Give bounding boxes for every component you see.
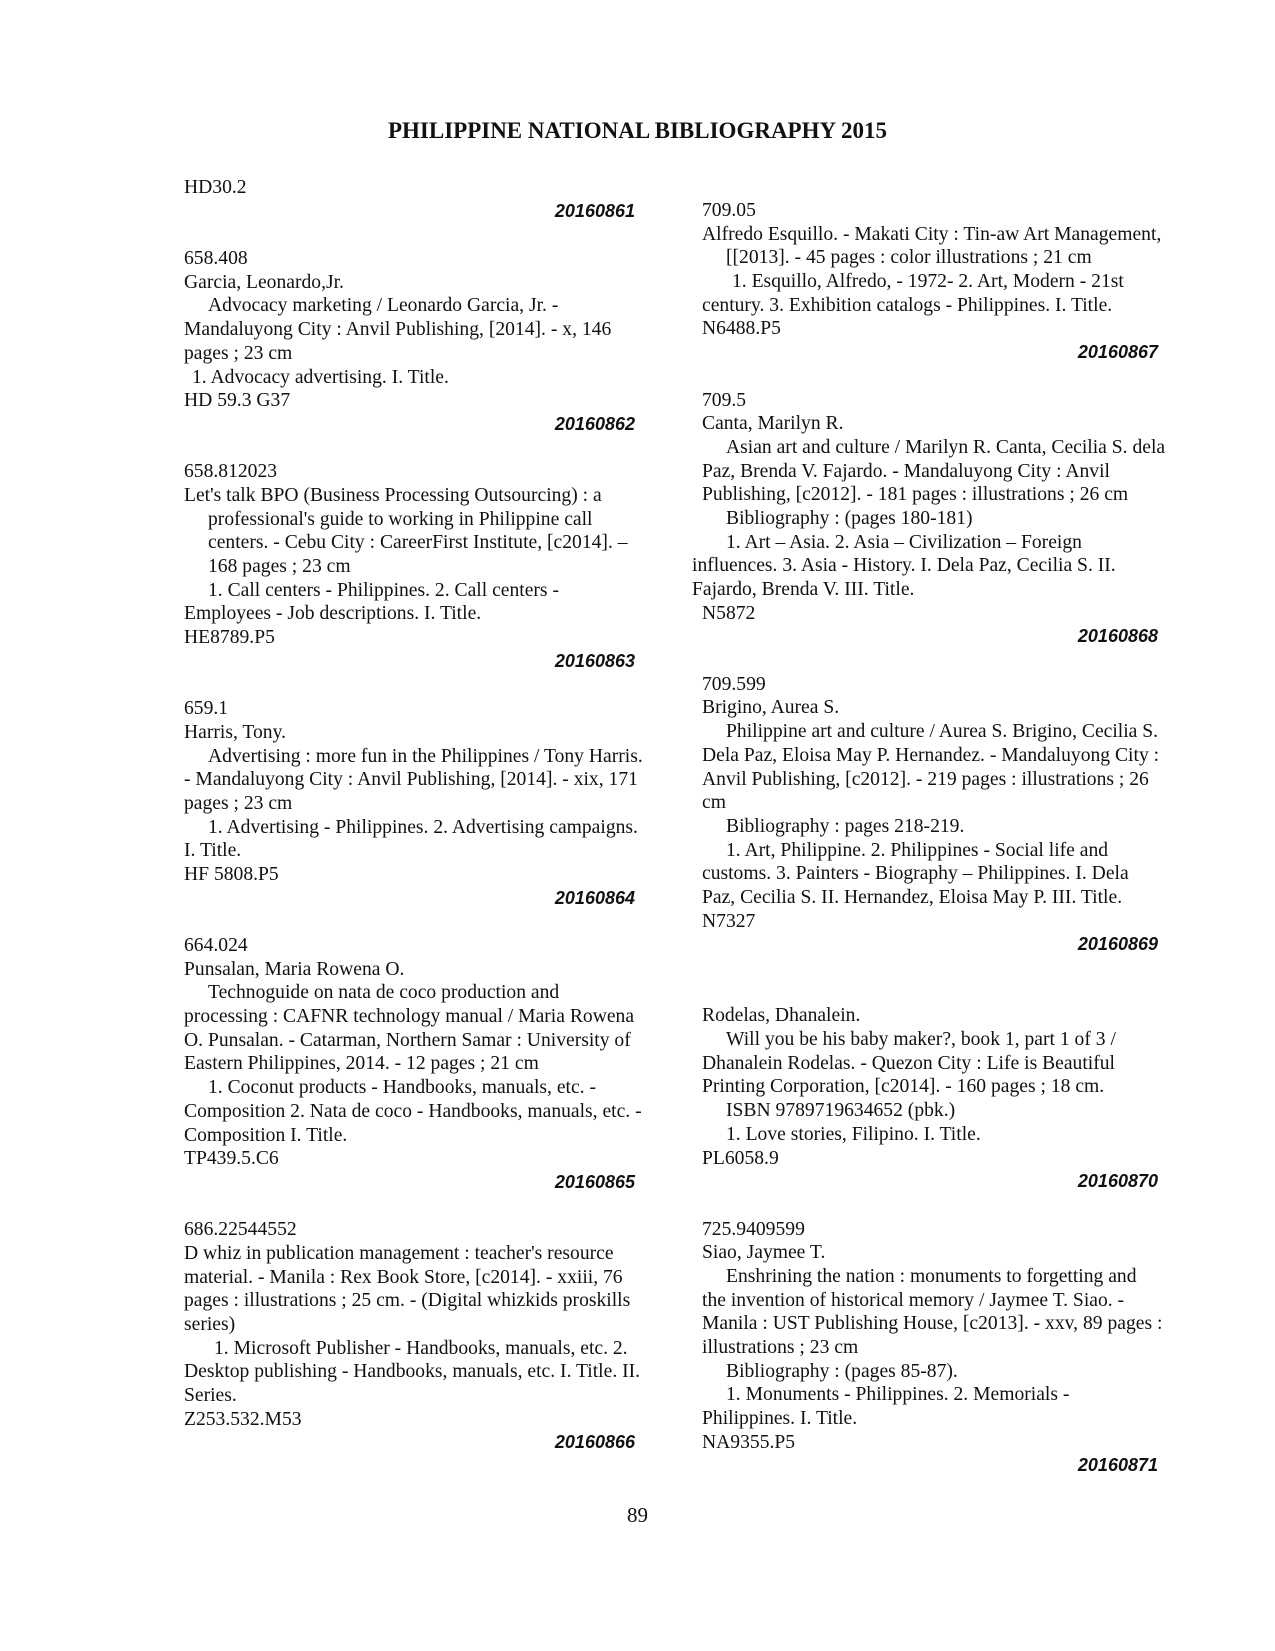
entry-line: series) (184, 1314, 236, 1335)
record-number: 20160862 (554, 413, 635, 434)
call-number: N7327 (702, 910, 756, 932)
classification-number: 659.1 (184, 698, 229, 720)
classification-number: 658.408 (184, 248, 248, 270)
record-number: 20160869 (1077, 934, 1158, 955)
record-number: 20160868 (1077, 626, 1158, 647)
title-line: Philippine art and culture / Aurea S. Brigino, Cecilia S. (726, 721, 1159, 743)
subject-line: 1. Art – Asia. 2. Asia – Civilization – Foreign (726, 531, 1082, 553)
page-title: PHILIPPINE NATIONAL BIBLIOGRAPHY 2015 (387, 118, 888, 143)
subject-line: customs. 3. Painters - Biography – Philippines. I. Dela (702, 863, 1129, 885)
subject-line: 1. Microsoft Publisher - Handbooks, manuals, etc. 2. (214, 1337, 628, 1359)
record-number: 20160864 (554, 887, 635, 908)
subject-line: 1. Advocacy advertising. I. Title. (192, 366, 449, 388)
subject-line: 1. Coconut products - Handbooks, manuals, etc. - (208, 1077, 596, 1099)
record-number: 20160871 (1077, 1455, 1158, 1476)
classification-number: 725.9409599 (702, 1218, 805, 1240)
record-number: 20160865 (554, 1171, 635, 1192)
author: Canta, Marilyn R. (702, 413, 844, 435)
entry-line: Printing Corporation, [c2014]. - 160 pages ; 18 cm. (702, 1076, 1105, 1098)
author: Rodelas, Dhanalein. (702, 1005, 861, 1027)
entry-line: material. - Manila : Rex Book Store, [c2014]. - xxiii, 76 (184, 1266, 623, 1288)
classification-number: 709.05 (702, 200, 756, 221)
subject-line: Paz, Cecilia S. II. Hernandez, Eloisa May P. III. Title. (702, 886, 1123, 908)
call-number: N6488.P5 (702, 318, 781, 340)
title-line: D whiz in publication management : teacher's resource (184, 1242, 614, 1264)
entry-line: Publishing, [c2012]. - 181 pages : illustrations ; 26 cm (702, 484, 1129, 506)
entry-line: professional's guide to working in Philippine call (208, 508, 593, 530)
entry-line: Dhanalein Rodelas. - Quezon City : Life is Beautiful (702, 1052, 1115, 1074)
page-number: 89 (627, 1503, 648, 1527)
subject-line: 1. Advertising - Philippines. 2. Advertising campaigns. (208, 816, 638, 838)
record-number: 20160867 (1077, 342, 1158, 363)
subject-line: influences. 3. Asia - History. I. Dela Paz, Cecilia S. II. (692, 555, 1116, 577)
title-line: Advocacy marketing / Leonardo Garcia, Jr. - (208, 295, 559, 317)
subject-line: Fajardo, Brenda V. III. Title. (692, 579, 915, 600)
subject-line: 1. Esquillo, Alfredo, - 1972- 2. Art, Modern - 21st (732, 271, 1124, 293)
subject-line: I. Title. (184, 840, 242, 862)
author: Punsalan, Maria Rowena O. (184, 958, 405, 980)
classification-number: 658.812023 (184, 461, 278, 483)
entry-line: cm (702, 792, 726, 814)
subject-line: Series. (184, 1385, 237, 1407)
classification-number: 686.22544552 (184, 1219, 297, 1241)
bibliography-note: Bibliography : (pages 85-87). (726, 1360, 958, 1382)
entry-line: [[2013]. - 45 pages : color illustrations ; 21 cm (726, 247, 1092, 269)
entry-line: pages ; 23 cm (184, 342, 293, 364)
call-number: HE8789.P5 (184, 627, 275, 649)
author: Siao, Jaymee T. (702, 1242, 826, 1264)
entry-line: the invention of historical memory / Jaymee T. Siao. - (702, 1289, 1125, 1311)
left-column (184, 176, 643, 1455)
classification-number: 664.024 (184, 935, 248, 956)
record-number: 20160861 (554, 200, 635, 221)
call-number: TP439.5.C6 (184, 1148, 279, 1170)
entry-line: Eastern Philippines, 2014. - 12 pages ; 21 cm (184, 1053, 539, 1075)
subject-line: 1. Call centers - Philippines. 2. Call centers - (208, 579, 559, 601)
record-number: 20160863 (554, 650, 635, 671)
call-number: HD 59.3 G37 (184, 390, 291, 412)
entry-line: Mandaluyong City : Anvil Publishing, [2014]. - x, 146 (184, 319, 612, 341)
entry-line: Paz, Brenda V. Fajardo. - Mandaluyong City : Anvil (702, 460, 1110, 482)
subject-line: 1. Art, Philippine. 2. Philippines - Social life and (726, 839, 1109, 861)
isbn-note: ISBN 9789719634652 (pbk.) (726, 1100, 956, 1122)
entry-line: pages ; 23 cm (184, 792, 293, 814)
bibliography-note: Bibliography : pages 218-219. (726, 815, 965, 837)
entry-line: processing : CAFNR technology manual / Maria Rowena (184, 1006, 635, 1028)
author: Harris, Tony. (184, 721, 287, 743)
subject-line: Philippines. I. Title. (702, 1408, 858, 1430)
subject-line: Desktop publishing - Handbooks, manuals, etc. I. Title. II. (184, 1361, 641, 1383)
entry-line: O. Punsalan. - Catarman, Northern Samar : University of (184, 1029, 631, 1051)
subject-line: Composition 2. Nata de coco - Handbooks, manuals, etc. - (184, 1100, 642, 1122)
entry-line: pages : illustrations ; 25 cm. - (Digital whizkids proskills (184, 1290, 631, 1312)
entry-line: Anvil Publishing, [c2012]. - 219 pages : illustrations ; 26 (702, 768, 1149, 790)
subject-line: Composition I. Title. (184, 1124, 348, 1146)
title-line: Asian art and culture / Marilyn R. Canta, Cecilia S. dela (726, 436, 1166, 458)
call-number: Z253.532.M53 (184, 1408, 302, 1430)
subject-line: 1. Love stories, Filipino. I. Title. (726, 1123, 981, 1145)
entry-line: 168 pages ; 23 cm (208, 556, 351, 577)
entry-line: centers. - Cebu City : CareerFirst Institute, [c2014]. – (208, 532, 628, 554)
entry-line: - Mandaluyong City : Anvil Publishing, [2014]. - xix, 171 (184, 769, 638, 791)
record-number: 20160870 (1077, 1171, 1158, 1192)
subject-line: Employees - Job descriptions. I. Title. (184, 603, 482, 625)
title-line: Advertising : more fun in the Philippines / Tony Harris. (208, 745, 643, 767)
title-line: Enshrining the nation : monuments to forgetting and (726, 1265, 1137, 1287)
call-number: N5872 (702, 602, 756, 624)
call-number: HD30.2 (184, 177, 247, 198)
title-line: Will you be his baby maker?, book 1, part 1 of 3 / (726, 1029, 1116, 1051)
entry-line: Manila : UST Publishing House, [c2013]. - xxv, 89 pages : (702, 1313, 1163, 1335)
entry-line: illustrations ; 23 cm (702, 1337, 859, 1358)
subject-line: 1. Monuments - Philippines. 2. Memorials - (726, 1384, 1070, 1406)
call-number: HF 5808.P5 (184, 863, 279, 885)
title-line: Technoguide on nata de coco production and (208, 982, 560, 1004)
author: Brigino, Aurea S. (702, 697, 840, 719)
record-number: 20160866 (554, 1432, 635, 1453)
call-number: NA9355.P5 (702, 1431, 796, 1453)
classification-number: 709.599 (702, 673, 766, 695)
classification-number: 709.5 (702, 389, 747, 411)
entry-line: Dela Paz, Eloisa May P. Hernandez. - Mandaluyong City : (702, 744, 1160, 766)
subject-line: century. 3. Exhibition catalogs - Philippines. I. Title. (702, 294, 1113, 316)
call-number: PL6058.9 (702, 1147, 779, 1169)
bibliography-note: Bibliography : (pages 180-181) (726, 507, 973, 529)
right-column (692, 199, 1192, 1478)
author: Garcia, Leonardo,Jr. (184, 271, 344, 293)
title-line: Alfredo Esquillo. - Makati City : Tin-aw Art Management, (702, 223, 1162, 245)
title-line: Let's talk BPO (Business Processing Outsourcing) : a (184, 484, 602, 506)
